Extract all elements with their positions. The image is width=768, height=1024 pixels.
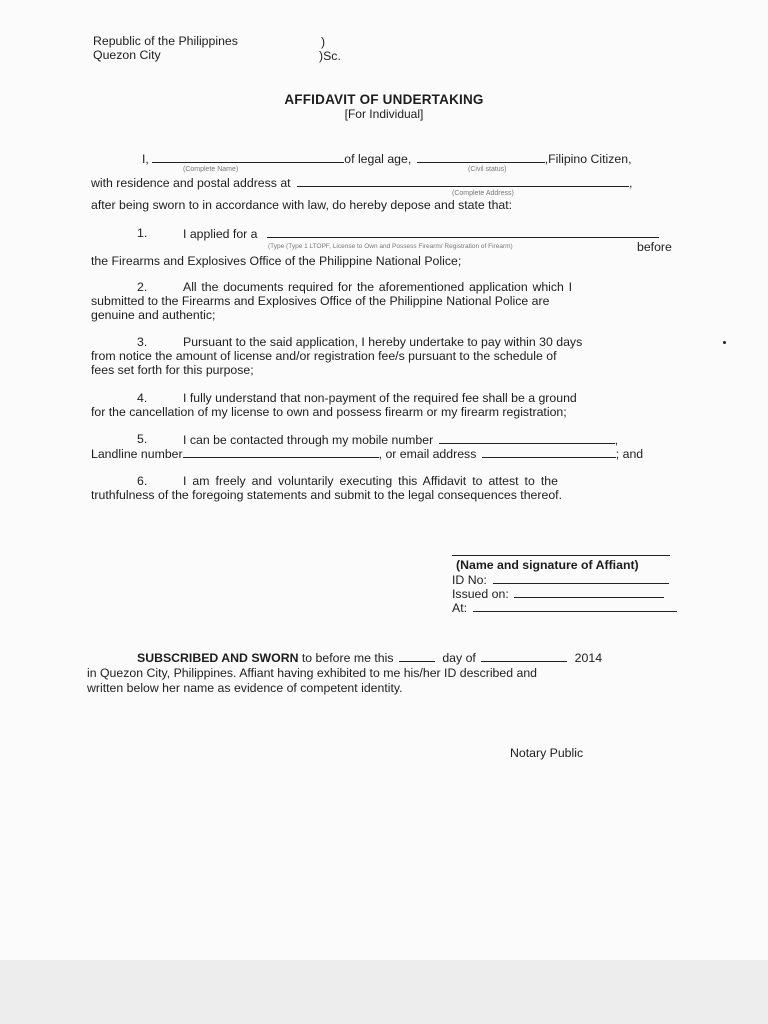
at-row — [452, 600, 677, 615]
item2-line-2: submitted to the Firearms and Explosives Office of the Philippine National Police are — [91, 294, 550, 308]
id-no-field[interactable] — [493, 572, 669, 584]
item5-line-1 — [183, 432, 618, 447]
item5-number: 5. — [137, 432, 148, 446]
signature-line[interactable] — [452, 555, 670, 556]
intro-line-1 — [142, 151, 632, 166]
caption-complete-name: (Complete Name) — [183, 166, 239, 173]
intro-comma: , — [629, 176, 633, 190]
intro-sworn: after being sworn to in accordance with law, do hereby depose and state that: — [91, 198, 513, 212]
item3-line-3: fees set forth for this purpose; — [91, 363, 254, 377]
intro-line-2 — [91, 175, 632, 190]
document-subtitle: [For Individual] — [344, 107, 424, 121]
header-sc: )Sc. — [319, 49, 341, 63]
item4-number: 4. — [137, 391, 148, 405]
jurat-day-field[interactable] — [399, 650, 435, 662]
item1-applied-for: I applied for a — [183, 227, 258, 241]
issued-on-row — [452, 586, 664, 601]
application-type-field[interactable] — [267, 226, 659, 238]
item5-and: ; and — [615, 447, 644, 461]
scan-margin — [0, 960, 768, 1024]
intro-filipino-citizen: ,Filipino Citizen, — [544, 152, 632, 166]
issued-on-label: Issued on: — [452, 587, 509, 601]
intro-legal-age: of legal age, — [344, 152, 412, 166]
scan-speck — [723, 341, 726, 344]
jurat-line-2: in Quezon City, Philippines. Affiant having exhibited to me his/her ID described and — [87, 666, 538, 680]
item3-line-2: from notice the amount of license and/or registration fee/s pursuant to the schedule of — [91, 349, 557, 363]
mobile-number-field[interactable] — [439, 432, 615, 444]
item5-landline-label: Landline number — [91, 447, 183, 461]
id-no-label: ID No: — [452, 573, 487, 587]
caption-civil-status: (Civil status) — [468, 166, 507, 173]
at-field[interactable] — [473, 600, 677, 612]
document-title: AFFIDAVIT OF UNDERTAKING — [284, 92, 484, 107]
item1-line-2: the Firearms and Explosives Office of the Philippine National Police; — [91, 254, 462, 268]
item5-line-2 — [91, 446, 643, 461]
at-label: At: — [452, 601, 468, 615]
item4-line-2: for the cancellation of my license to own and possess firearm or my firearm registration; — [91, 405, 567, 419]
header-republic: Republic of the Philippines — [93, 34, 238, 48]
item2-number: 2. — [137, 280, 148, 294]
caption-complete-address: (Complete Address) — [452, 190, 514, 197]
item5-comma: , — [614, 433, 619, 447]
item4-line-1: I fully understand that non-payment of the required fee shall be a ground — [183, 391, 577, 405]
intro-residence: with residence and postal address at — [91, 176, 291, 190]
item1-line-1 — [183, 226, 659, 241]
item6-number: 6. — [137, 474, 148, 488]
id-no-row — [452, 572, 669, 587]
complete-name-field[interactable] — [152, 151, 344, 163]
item3-line-1: Pursuant to the said application, I hereby undertake to pay within 30 days — [183, 335, 583, 349]
item5-mobile-label: I can be contacted through my mobile number — [183, 433, 434, 447]
jurat-year: 2014 — [574, 651, 603, 665]
item1-before: before — [637, 240, 672, 254]
jurat-to-before: to before me this — [298, 651, 394, 665]
intro-i-label: I, — [142, 152, 149, 166]
affiant-name-label: (Name and signature of Affiant) — [456, 558, 639, 572]
header-city: Quezon City — [93, 48, 161, 62]
jurat-day-of: day of — [442, 651, 476, 665]
jurat-month-field[interactable] — [481, 650, 567, 662]
email-field[interactable] — [482, 446, 616, 458]
civil-status-field[interactable] — [417, 151, 545, 163]
landline-field[interactable] — [183, 446, 379, 458]
jurat-line-1 — [137, 650, 602, 665]
jurat-subscribed: SUBSCRIBED AND SWORN — [137, 651, 299, 665]
jurat-line-3: written below her name as evidence of competent identity. — [87, 681, 403, 695]
address-field[interactable] — [297, 175, 629, 187]
item3-number: 3. — [137, 335, 148, 349]
notary-public-label: Notary Public — [510, 746, 584, 760]
item6-line-1: I am freely and voluntarily executing this Affidavit to attest to the — [183, 474, 558, 488]
item2-line-1: All the documents required for the aforementioned application which I — [183, 280, 573, 294]
issued-on-field[interactable] — [514, 586, 664, 598]
item2-line-3: genuine and authentic; — [91, 308, 216, 322]
item5-email-label: , or email address — [378, 447, 477, 461]
item6-line-2: truthfulness of the foregoing statements and submit to the legal consequences thereof. — [91, 488, 562, 502]
header-paren: ) — [321, 35, 326, 49]
item1-number: 1. — [137, 226, 148, 240]
caption-type: (Type (Type 1 LTOPF, License to Own and Possess Firearm/ Registration of Firearm) — [268, 243, 513, 250]
